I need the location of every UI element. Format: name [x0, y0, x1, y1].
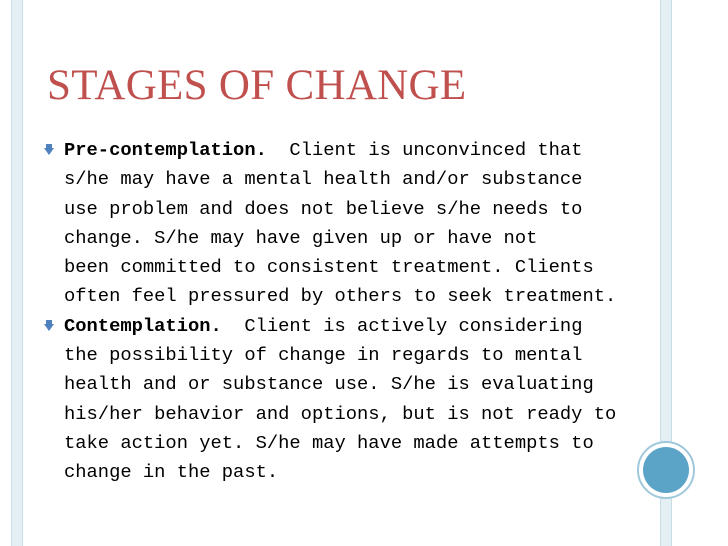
bullet-text: been committed to consistent treatment. Clients [64, 256, 594, 279]
bullet-text: often feel pressured by others to seek treatment. [64, 285, 617, 308]
bullet-list [44, 136, 624, 488]
bullet-line [64, 312, 624, 341]
bullet-arrow-icon [44, 148, 54, 155]
bullet-lead: Contemplation. [64, 314, 222, 337]
bullet-lead: Pre-contemplation. [64, 139, 267, 161]
bullet-text: health and or substance use. S/he is evaluating [64, 373, 594, 396]
bullet-text: s/he may have a mental health and/or substance [64, 168, 583, 191]
bullet-text: take action yet. S/he may have made attempts to [64, 431, 594, 454]
slide-title: STAGES OF CHANGE [47, 62, 467, 109]
bullet-text: change. S/he may have given up or have not [64, 226, 538, 249]
bullet-text: his/her behavior and options, but is not ready to [64, 402, 617, 425]
bullet-line [64, 136, 624, 165]
bullet-text: change in the past. [64, 461, 279, 484]
bullet-text: the possibility of change in regards to mental [64, 344, 583, 367]
bullet-contemplation [44, 312, 624, 488]
bullet-text: Client is actively considering [244, 314, 583, 337]
decorative-circle [643, 447, 689, 493]
bullet-pre-contemplation [44, 136, 624, 312]
bullet-text: Client is unconvinced that [289, 139, 583, 161]
bullet-arrow-icon [44, 324, 54, 331]
left-decorative-bar [11, 0, 23, 546]
bullet-text: use problem and does not believe s/he needs to [64, 197, 583, 220]
